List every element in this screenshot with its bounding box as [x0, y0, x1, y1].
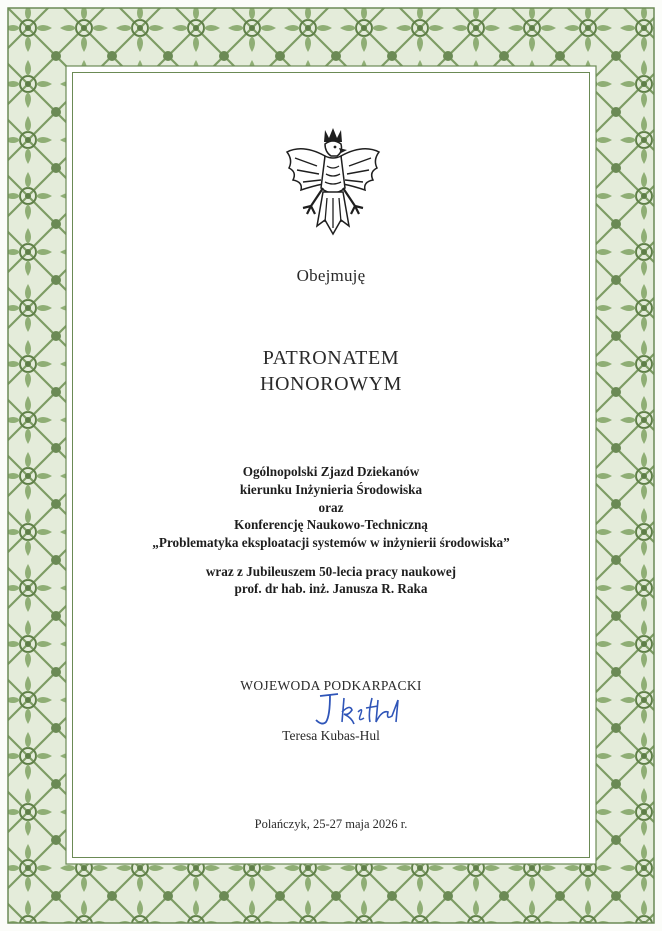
- event-line-1: Ogólnopolski Zjazd Dziekanów: [242, 464, 420, 479]
- handwritten-signature: [308, 690, 408, 730]
- signatory-office: WOJEWODA PODKARPACKI: [240, 678, 422, 693]
- heading-patronatem: PATRONATEM: [262, 347, 400, 369]
- place-and-date: Polańczyk, 25-27 maja 2026 r.: [254, 817, 408, 831]
- event-line-3: oraz: [318, 500, 344, 515]
- white-eagle-emblem-icon: [281, 126, 385, 238]
- event-line-5: „Problematyka eksploatacji systemów w inżynierii środowiska”: [152, 535, 510, 550]
- heading-obejmuje: Obejmuję: [296, 266, 366, 285]
- event-line-4: Konferencję Naukowo-Techniczną: [234, 517, 428, 532]
- heading-honorowym: HONOROWYM: [259, 373, 403, 395]
- event-line-6: wraz z Jubileuszem 50-lecia pracy naukowej: [205, 564, 457, 579]
- signatory-name: Teresa Kubas-Hul: [282, 728, 380, 743]
- event-line-7: prof. dr hab. inż. Janusza R. Raka: [234, 581, 428, 596]
- event-line-2: kierunku Inżynieria Środowiska: [239, 482, 423, 497]
